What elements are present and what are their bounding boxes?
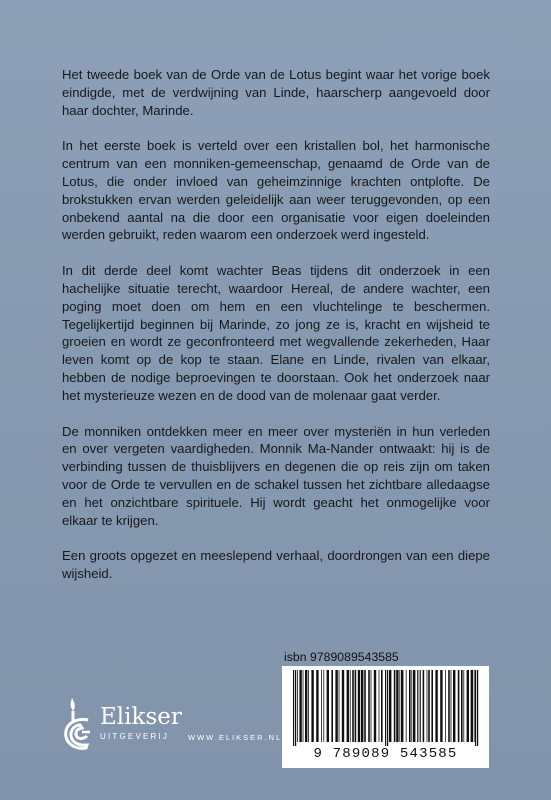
barcode-digits: 9 789089 543585 <box>313 746 458 762</box>
blurb-paragraph-3: In dit derde deel komt wachter Beas tijdens dit onderzoek in een hachelijke situatie terecht, waardoor Hereal, de andere wachter, een poging moet doen om hem en een vluchtelinge te beschermen. Tegelijkertijd beginnen bij Marinde, zo jong ze is, kracht en wijsheid te groeien en wordt ze geconfronteerd met wegvallende zekerheden, Haar leven komt op de kop te staan. Elane en Linde, rivalen van elkaar, hebben de nodige beproevingen te doorstaan. Ook het onderzoek naar het mysterieuze wezen en de dood van de molenaar gaat verder. <box>62 263 490 403</box>
isbn-label: isbn 9789089543585 <box>284 650 399 664</box>
elikser-lamp-logo-icon <box>60 696 96 754</box>
isbn-barcode <box>282 666 489 768</box>
blurb-paragraph-5: Een groots opgezet en meeslepend verhaal, doordrongen van een diepe wijsheid. <box>62 548 490 582</box>
publisher-name: Elikser <box>100 704 182 730</box>
publisher-subtitle: UITGEVERIJ <box>100 732 170 741</box>
blurb-text <box>62 66 490 601</box>
blurb-paragraph-1: Het tweede boek van de Orde van de Lotus begint waar het vorige boek eindigde, met de verdwijning van Linde, haarscherp aangevoeld door haar dochter, Marinde. <box>62 67 490 118</box>
blurb-paragraph-4: De monniken ontdekken meer en meer over mysteriën in hun verleden en over vergeten vaardigheden. Monnik Ma-Nander ontwaakt: hij is de verbinding tussen de thuisblijvers en degenen die op reis zijn om taken voor de Orde te vervullen en de schakel tussen het zichtbare alledaagse en het onzichtbare spirituele. Hij wordt geacht het onmogelijke voor elkaar te krijgen. <box>62 423 490 528</box>
publisher-logo <box>60 696 283 756</box>
barcode-bars <box>287 670 484 746</box>
publisher-website: WWW.ELIKSER.NL <box>188 733 283 742</box>
blurb-paragraph-2: In het eerste boek is verteld over een kristallen bol, het harmonische centrum van een monniken-gemeenschap, genaamd de Orde van de Lotus, die onder invloed van geheimzinnige krachten ontplofte. De brokstukken ervan werden geleidelijk aan weer teruggevonden, op een onbekend aantal na die door een organisatie voor eigen doeleinden werden gebruikt, reden waarom een onderzoek werd ingesteld. <box>62 138 490 243</box>
